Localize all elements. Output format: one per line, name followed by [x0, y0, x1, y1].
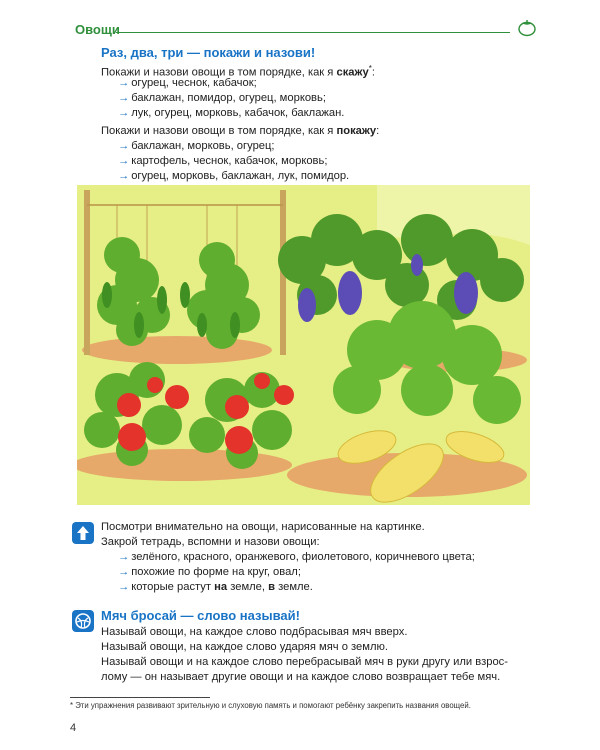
arrow-right-icon: → [118, 140, 130, 152]
say-colon: : [371, 66, 375, 79]
ball-icon [72, 610, 94, 632]
tomato-outline-icon [516, 17, 538, 37]
list-item [118, 139, 275, 154]
arrow-right-icon: → [118, 107, 130, 119]
list-item-text: зелёного, красного, оранжевого, фиолетового, коричневого цвета; [131, 551, 475, 563]
list-item-text: баклажан, помидор, огурец, морковь; [131, 92, 326, 104]
arrow-right-icon: → [118, 92, 130, 104]
task1-title: Раз, два, три — покажи и назови! [101, 45, 316, 60]
arrow-up-icon [72, 522, 94, 544]
task3-line: Называй овощи, на каждое слово ударяя мяч о землю. [101, 641, 388, 653]
task3-line: лому — он называет другие овощи и на каждое слово возвращает тебе мяч. [101, 671, 501, 683]
list-item-text: огурец, чеснок, кабачок; [131, 77, 257, 89]
list-item-text: похожие по форме на круг, овал; [131, 566, 301, 578]
arrow-right-icon: → [118, 581, 130, 593]
list-item-text: которые растут [131, 581, 215, 593]
arrow-right-icon: → [118, 77, 130, 89]
list-item [118, 154, 327, 169]
page-number: 4 [70, 722, 77, 734]
task3-line: Называй овощи и на каждое слово перебрасывай мяч в руки другу или взрос- [101, 656, 508, 668]
list-item [118, 91, 326, 106]
say-keyword: скажу [336, 66, 369, 79]
task2-badge [72, 522, 94, 544]
footnote-mark: * [368, 64, 372, 73]
task3-badge [72, 610, 94, 632]
footnote-rule [70, 697, 210, 698]
emphasis-on: на [214, 581, 228, 593]
list-item [118, 580, 313, 595]
list-item-text: картофель, чеснок, кабачок, морковь; [131, 155, 328, 167]
page-header [70, 22, 530, 42]
task1-show-intro [101, 124, 379, 139]
section-title: Овощи [75, 22, 120, 37]
header-rule [116, 32, 510, 33]
show-keyword: покажу [336, 125, 377, 137]
arrow-right-icon: → [118, 566, 130, 578]
say-intro-text: Покажи и назови овощи в том порядке, как я [101, 66, 337, 79]
show-colon: : [376, 125, 380, 137]
task2-line2: Закрой тетрадь, вспомни и назови овощи: [101, 536, 320, 548]
list-item-text: земле, [227, 581, 269, 593]
arrow-right-icon: → [118, 155, 130, 167]
list-item [118, 550, 475, 565]
list-item [118, 169, 349, 184]
list-item-text: лук, огурец, морковь, кабачок, баклажан. [131, 107, 345, 119]
emphasis-in: в [268, 581, 275, 593]
list-item [118, 565, 301, 580]
list-item [118, 106, 344, 121]
list-item-text: огурец, морковь, баклажан, лук, помидор. [131, 170, 350, 182]
list-item-text: земле. [275, 581, 313, 593]
list-item [118, 76, 257, 91]
arrow-right-icon: → [118, 551, 130, 563]
task3-title: Мяч бросай — слово называй! [101, 608, 300, 623]
task2-line1: Посмотри внимательно на овощи, нарисованные на картинке. [101, 521, 425, 533]
show-intro-text: Покажи и назови овощи в том порядке, как я [101, 125, 337, 137]
task3-line: Называй овощи, на каждое слово подбрасывая мяч вверх. [101, 626, 408, 638]
vegetable-garden-illustration [77, 185, 530, 505]
list-item-text: баклажан, морковь, огурец; [131, 140, 275, 152]
arrow-right-icon: → [118, 170, 130, 182]
footnote: * Эти упражнения развивают зрительную и слуховую память и помогают ребёнку закрепить названия овощей. [70, 701, 471, 710]
